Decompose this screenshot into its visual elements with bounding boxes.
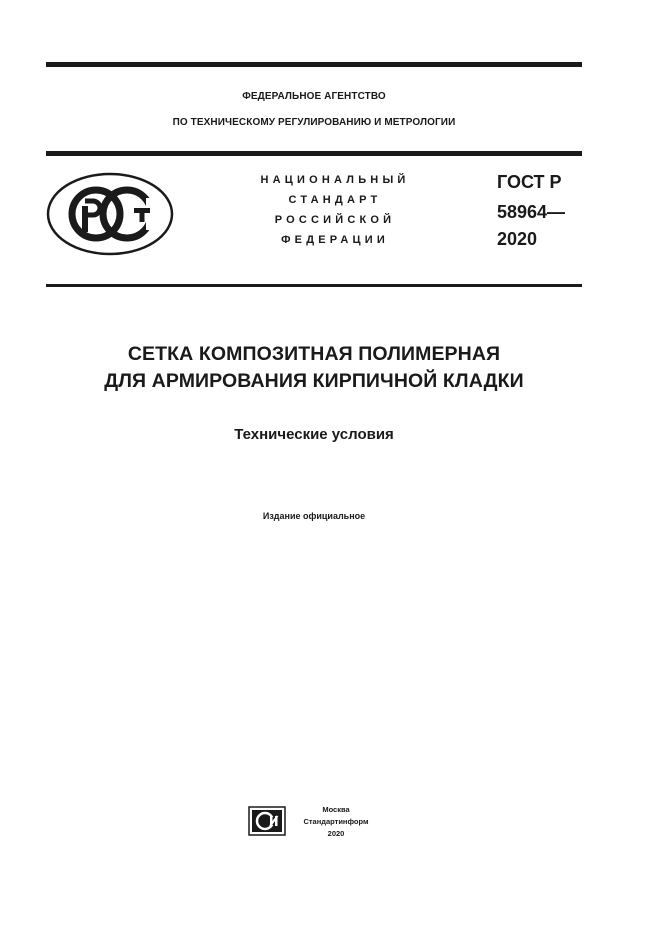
agency-name-line2: ПО ТЕХНИЧЕСКОМУ РЕГУЛИРОВАНИЮ И МЕТРОЛОГИИ — [172, 117, 456, 128]
document-title-line1: СЕТКА КОМПОЗИТНАЯ ПОЛИМЕРНАЯ — [127, 343, 501, 365]
standard-kind-line2: СТАНДАРТ — [288, 194, 382, 206]
bottom-rule — [46, 284, 582, 287]
standard-kind-line3: РОССИЙСКОЙ — [274, 214, 396, 226]
document-title-line2: ДЛЯ АРМИРОВАНИЯ КИРПИЧНОЙ КЛАДКИ — [104, 370, 524, 392]
document-subtitle: Технические условия — [234, 426, 394, 443]
standard-kind-line1: НАЦИОНАЛЬНЫЙ — [260, 174, 410, 186]
publisher-name: Стандартинформ — [303, 817, 369, 826]
standard-kind-line4: ФЕДЕРАЦИИ — [281, 234, 389, 246]
publisher-city: Москва — [322, 805, 350, 814]
gost-designation-line1: ГОСТ Р — [497, 172, 562, 192]
top-rule — [46, 62, 582, 67]
middle-rule — [46, 151, 582, 156]
publication-year: 2020 — [327, 829, 345, 838]
standartinform-logo-icon — [248, 806, 286, 836]
edition-note: Издание официальное — [262, 511, 366, 521]
rst-certification-mark-icon — [46, 172, 174, 256]
gost-designation-line2: 58964— — [497, 202, 566, 222]
agency-name-line1: ФЕДЕРАЛЬНОЕ АГЕНТСТВО — [242, 91, 386, 102]
gost-designation-line3: 2020 — [497, 229, 538, 249]
